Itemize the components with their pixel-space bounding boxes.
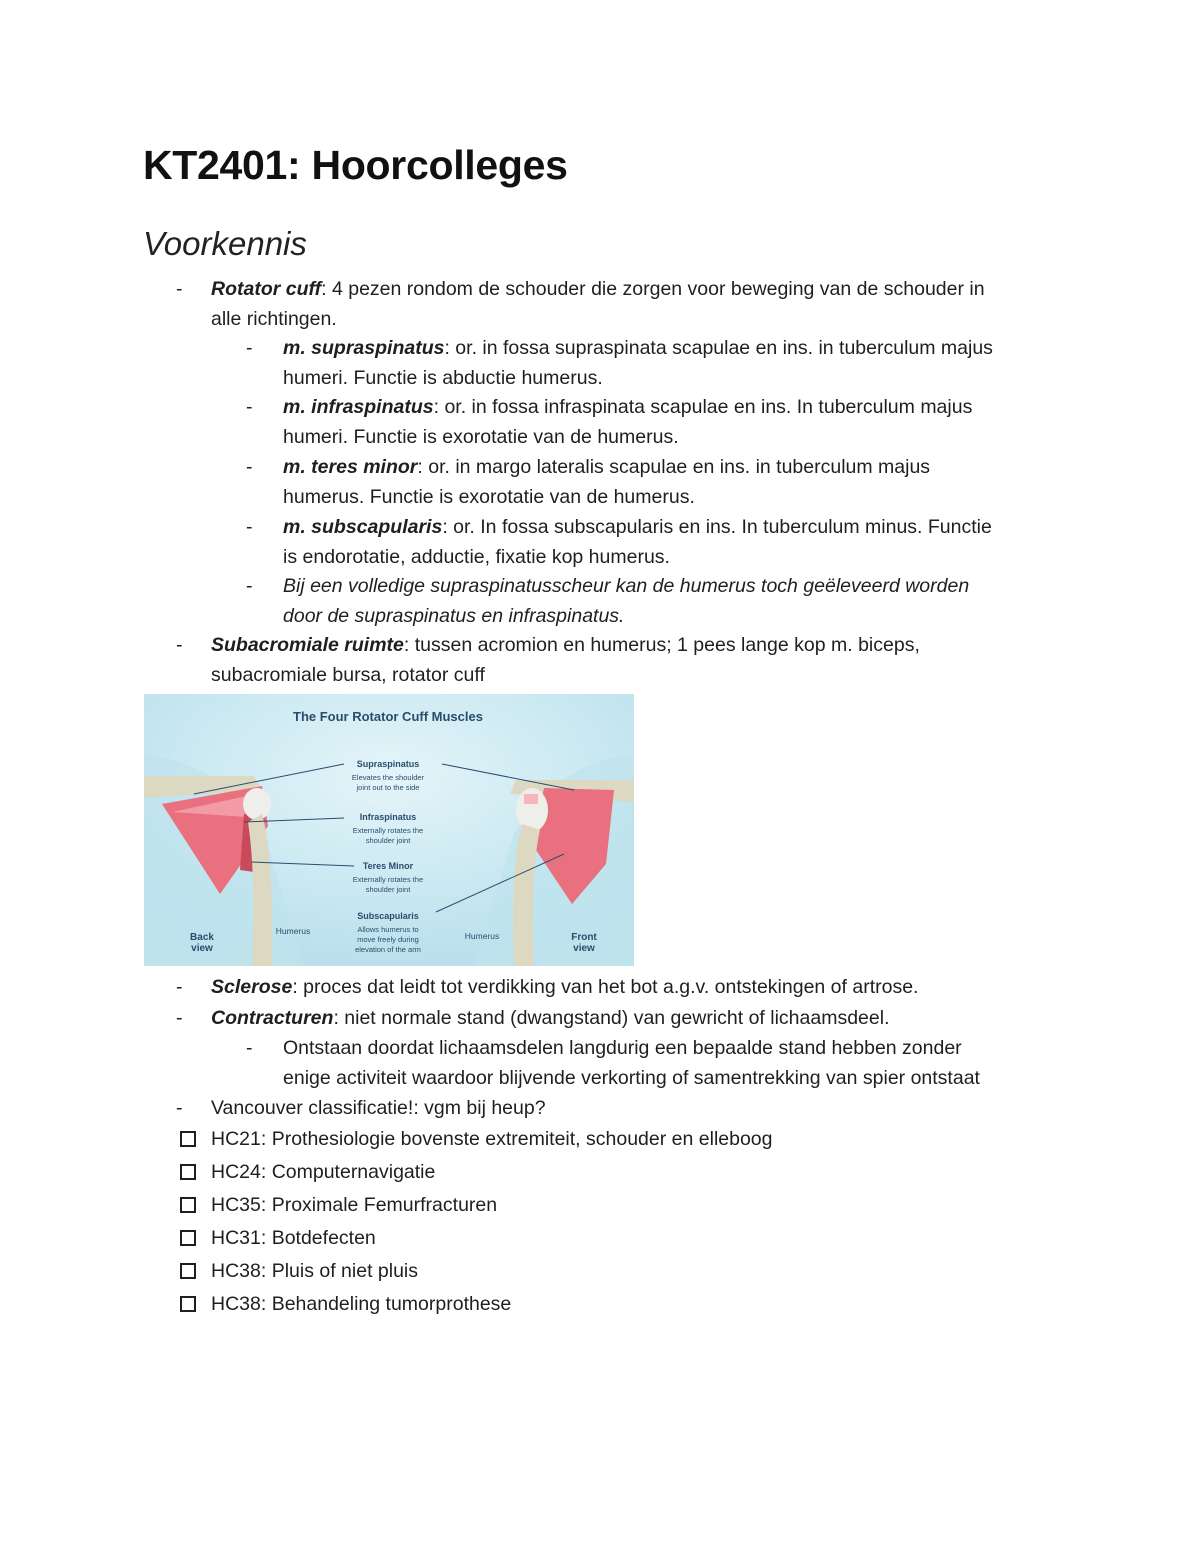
checkbox[interactable] <box>180 1296 196 1312</box>
list-item-infraspinatus <box>283 392 972 422</box>
desc-subscapularis-1: Allows humerus to <box>357 925 419 934</box>
list-item-ontstaan: Ontstaan doordat lichaamsdelen langdurig een bepaalde stand hebben zonder <box>283 1037 962 1059</box>
list-item-subscapularis <box>283 512 992 542</box>
list-item-supraspinatus <box>283 333 993 363</box>
term-teres-minor: m. teres minor <box>283 456 418 478</box>
list-item-vancouver: Vancouver classificatie!: vgm bij heup? <box>211 1097 546 1119</box>
bullet-dash: - <box>246 575 253 597</box>
desc-subscapularis-2: move freely during <box>357 935 419 944</box>
label-supraspinatus: Supraspinatus <box>356 759 420 769</box>
term-supraspinatus: m. supraspinatus <box>283 337 445 359</box>
label-subscapularis: Subscapularis <box>357 911 419 921</box>
list-item-continuation: is endorotatie, adductie, fixatie kop humerus. <box>283 546 670 568</box>
desc-subscapularis-3: elevation of the arm <box>355 945 421 954</box>
desc-infraspinatus-2: shoulder joint <box>365 836 411 845</box>
label-front-view-2: view <box>573 943 595 954</box>
checkbox[interactable] <box>180 1263 196 1279</box>
term-rotator-cuff: Rotator cuff <box>211 278 322 300</box>
list-item-note: Bij een volledige supraspinatusscheur kan de humerus toch geëleveerd worden <box>283 575 970 597</box>
humeral-head-back <box>243 788 271 820</box>
checkbox[interactable] <box>180 1131 196 1147</box>
definition-text: : or. in margo lateralis scapulae en ins. in tuberculum majus <box>417 456 931 478</box>
figure-title: The Four Rotator Cuff Muscles <box>293 709 483 724</box>
bullet-dash: - <box>176 634 183 656</box>
bullet-dash: - <box>246 456 253 478</box>
label-front-view-1: Front <box>571 932 597 943</box>
list-item-rotator-cuff <box>211 274 985 304</box>
desc-teres-minor-1: Externally rotates the <box>352 875 424 884</box>
term-infraspinatus: m. infraspinatus <box>283 396 434 418</box>
label-back-view-1: Back <box>190 932 214 943</box>
list-item-teres-minor <box>283 452 930 482</box>
list-item-continuation: humerus. Functie is exorotatie van de humerus. <box>283 486 695 508</box>
definition-text: : niet normale stand (dwangstand) van gewricht of lichaamsdeel. <box>333 1007 890 1029</box>
desc-supraspinatus-1: Elevates the shoulder <box>351 773 425 782</box>
bullet-dash: - <box>246 337 253 359</box>
desc-teres-minor-2: shoulder joint <box>365 885 411 894</box>
checkbox[interactable] <box>180 1164 196 1180</box>
label-infraspinatus: Infraspinatus <box>359 812 417 822</box>
definition-text: : 4 pezen rondom de schouder die zorgen voor beweging van de schouder in <box>321 278 985 300</box>
list-item-continuation: subacromiale bursa, rotator cuff <box>211 664 485 686</box>
bullet-dash: - <box>246 396 253 418</box>
term-contracturen: Contracturen <box>211 1007 334 1029</box>
definition-text: : or. in fossa supraspinata scapulae en ins. in tuberculum majus <box>444 337 993 359</box>
label-humerus-left: Humerus <box>275 926 311 936</box>
list-item-contracturen <box>211 1003 889 1033</box>
checkbox[interactable] <box>180 1197 196 1213</box>
checklist-item-label: HC38: Pluis of niet pluis <box>211 1260 419 1282</box>
definition-text: : tussen acromion en humerus; 1 pees lange kop m. biceps, <box>403 634 920 656</box>
term-subscapularis: m. subscapularis <box>283 516 443 538</box>
checklist-item-label: HC38: Behandeling tumorprothese <box>211 1293 512 1315</box>
checklist-item-label: HC24: Computernavigatie <box>211 1161 436 1183</box>
bullet-dash: - <box>176 1097 183 1119</box>
desc-supraspinatus-2: joint out to the side <box>356 783 420 792</box>
desc-infraspinatus-1: Externally rotates the <box>352 826 424 835</box>
section-heading: Voorkennis <box>143 225 307 262</box>
list-item-sclerose <box>211 972 918 1002</box>
checklist-item-label: HC21: Prothesiologie bovenste extremiteit, schouder en elleboog <box>211 1128 773 1150</box>
list-item-continuation: alle richtingen. <box>211 308 337 330</box>
checklist-item-label: HC35: Proximale Femurfracturen <box>211 1194 498 1216</box>
list-item-subacromiale-ruimte <box>211 630 920 660</box>
page-title: KT2401: Hoorcolleges <box>143 142 568 188</box>
label-humerus-right: Humerus <box>464 931 500 941</box>
list-item-continuation: door de supraspinatus en infraspinatus. <box>283 605 625 627</box>
list-item-continuation: enige activiteit waardoor blijvende verkorting of samentrekking van spier ontstaat <box>283 1067 980 1089</box>
bullet-dash: - <box>176 278 183 300</box>
list-item-continuation: humeri. Functie is exorotatie van de humerus. <box>283 426 679 448</box>
bullet-dash: - <box>246 1037 253 1059</box>
label-teres-minor: Teres Minor <box>362 861 414 871</box>
bullet-dash: - <box>176 1007 183 1029</box>
term-subacromiale-ruimte: Subacromiale ruimte <box>211 634 404 656</box>
definition-text: : proces dat leidt tot verdikking van het bot a.g.v. ontstekingen of artrose. <box>292 976 919 998</box>
list-item-continuation: humeri. Functie is abductie humerus. <box>283 367 603 389</box>
term-sclerose: Sclerose <box>211 976 293 998</box>
supraspinatus-front <box>524 794 538 804</box>
definition-text: : or. in fossa infraspinata scapulae en ins. In tuberculum majus <box>433 396 973 418</box>
checklist-item-label: HC31: Botdefecten <box>211 1227 376 1249</box>
bullet-dash: - <box>176 976 183 998</box>
bullet-dash: - <box>246 516 253 538</box>
label-back-view-2: view <box>191 943 213 954</box>
rotator-cuff-figure <box>144 694 634 966</box>
checkbox[interactable] <box>180 1230 196 1246</box>
definition-text: : or. In fossa subscapularis en ins. In tuberculum minus. Functie <box>442 516 992 538</box>
